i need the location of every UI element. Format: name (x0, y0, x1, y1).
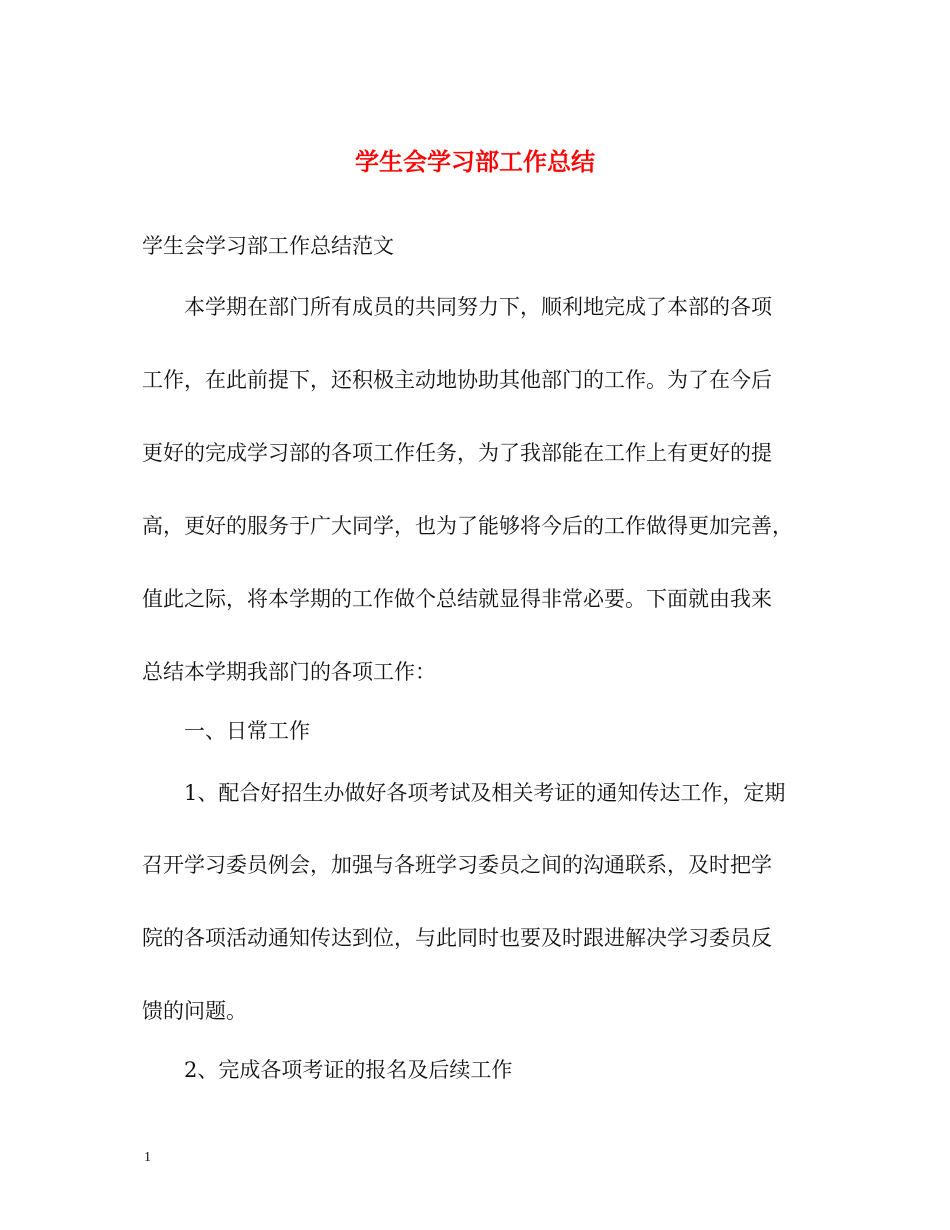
paragraph-line: 院的各项活动通知传达到位，与此同时也要及时跟进解决学习委员反 (142, 926, 772, 950)
paragraph-line: 召开学习委员例会，加强与各班学习委员之间的沟通联系，及时把学 (142, 853, 772, 877)
document-subtitle: 学生会学习部工作总结范文 (142, 234, 394, 258)
paragraph-line: 2、完成各项考证的报名及后续工作 (184, 1058, 513, 1082)
document-title: 学生会学习部工作总结 (355, 147, 595, 176)
section-heading: 一、日常工作 (184, 719, 310, 743)
paragraph-line: 馈的问题。 (142, 999, 247, 1023)
paragraph-line: 工作，在此前提下，还积极主动地协助其他部门的工作。为了在今后 (142, 368, 772, 392)
paragraph-line: 高，更好的服务于广大同学，也为了能够将今后的工作做得更加完善， (142, 514, 793, 538)
paragraph-line: 值此之际，将本学期的工作做个总结就显得非常必要。下面就由我来 (142, 587, 772, 611)
paragraph-line: 1、配合好招生办做好各项考试及相关考证的通知传达工作，定期 (184, 781, 786, 805)
paragraph-line: 总结本学期我部门的各项工作： (142, 660, 436, 684)
paragraph-line: 更好的完成学习部的各项工作任务，为了我部能在工作上有更好的提 (142, 441, 772, 465)
paragraph-line: 本学期在部门所有成员的共同努力下，顺利地完成了本部的各项 (184, 295, 772, 319)
page-number: 1 (144, 1150, 151, 1165)
